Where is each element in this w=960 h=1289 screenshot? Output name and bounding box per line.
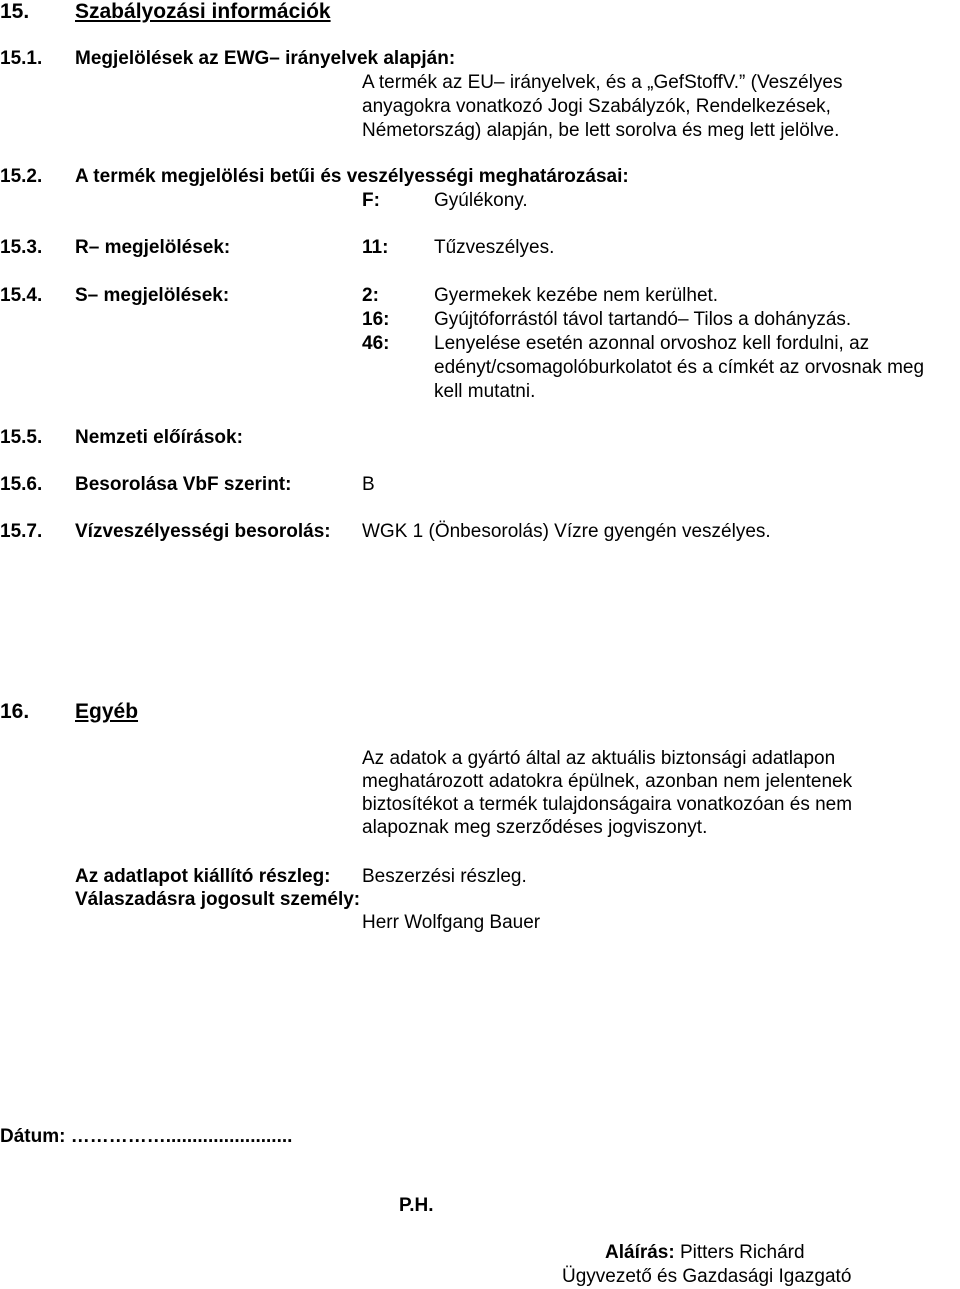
r-phrase-code: 11: [362, 237, 389, 258]
section-15-2-label: A termék megjelölési betűi és veszélyességi meghatározásai: [75, 166, 629, 187]
section-15-3-number: 15.3. [0, 237, 43, 258]
signature-title: Ügyvezető és Gazdasági Igazgató [562, 1266, 852, 1287]
s-phrase-text: Gyermekek kezébe nem kerülhet. [434, 285, 719, 306]
section-15-1-text-line: Németország) alapján, be lett sorolva és meg lett jelölve. [362, 120, 840, 141]
section-15-1-text-line: anyagokra vonatkozó Jogi Szabályzók, Rendelkezések, [362, 96, 831, 117]
disclaimer-line: Az adatok a gyártó által az aktuális biztonsági adatlapon [362, 748, 836, 769]
section-15-5-number: 15.5. [0, 427, 43, 448]
r-phrase-text: Tűzveszélyes. [434, 237, 555, 258]
s-phrase-text: Gyújtóforrástól távol tartandó– Tilos a dohányzás. [434, 309, 852, 330]
section-15-3-label: R– megjelölések: [75, 237, 231, 258]
vbf-class-value: B [362, 474, 375, 495]
stamp-placeholder: P.H. [399, 1195, 434, 1216]
contact-value: Herr Wolfgang Bauer [362, 912, 541, 933]
section-16-number: 16. [0, 700, 30, 723]
issuer-value: Beszerzési részleg. [362, 866, 527, 887]
date-line [0, 1125, 292, 1149]
section-15-1-number: 15.1. [0, 48, 43, 69]
section-15-title: Szabályozási információk [75, 0, 331, 23]
section-16-title: Egyéb [75, 700, 139, 723]
date-dots: ……………........................ [65, 1126, 293, 1147]
disclaimer-line: biztosítékot a termék tulajdonságaira vonatkozóan és nem [362, 794, 853, 815]
signature-line [605, 1241, 805, 1265]
s-phrase-text: kell mutatni. [434, 381, 536, 402]
s-phrase-code: 16: [362, 309, 390, 330]
s-phrase-text: edényt/csomagolóburkolatot és a címkét az orvosnak meg [434, 357, 925, 378]
section-15-number: 15. [0, 0, 30, 23]
section-15-4-number: 15.4. [0, 285, 43, 306]
date-label: Dátum: [0, 1126, 66, 1147]
section-15-4-label: S– megjelölések: [75, 285, 230, 306]
water-hazard-value: WGK 1 (Önbesorolás) Vízre gyengén veszélyes. [362, 521, 771, 542]
hazard-text: Gyúlékony. [434, 190, 528, 211]
section-15-1-text-line: A termék az EU– irányelvek, és a „GefStoffV.” (Veszélyes [362, 72, 843, 93]
section-15-7-number: 15.7. [0, 521, 43, 542]
section-15-5-label: Nemzeti előírások: [75, 427, 243, 448]
disclaimer-line: meghatározott adatokra épülnek, azonban nem jelentenek [362, 771, 853, 792]
section-15-7-label: Vízveszélyességi besorolás: [75, 521, 331, 542]
issuer-label: Az adatlapot kiállító részleg: [75, 866, 331, 887]
s-phrase-code: 46: [362, 333, 390, 354]
s-phrase-text: Lenyelése esetén azonnal orvoshoz kell fordulni, az [434, 333, 870, 354]
disclaimer-line: alapoznak meg szerződéses jogviszonyt. [362, 817, 708, 838]
signature-label: Aláírás: [605, 1242, 675, 1263]
hazard-code: F: [362, 190, 380, 211]
s-phrase-code: 2: [362, 285, 379, 306]
contact-label: Válaszadásra jogosult személy: [75, 889, 361, 910]
section-15-1-label: Megjelölések az EWG– irányelvek alapján: [75, 48, 456, 69]
section-15-6-number: 15.6. [0, 474, 43, 495]
section-15-6-label: Besorolása VbF szerint: [75, 474, 292, 495]
section-15-2-number: 15.2. [0, 166, 43, 187]
signature-name: Pitters Richárd [679, 1242, 805, 1263]
